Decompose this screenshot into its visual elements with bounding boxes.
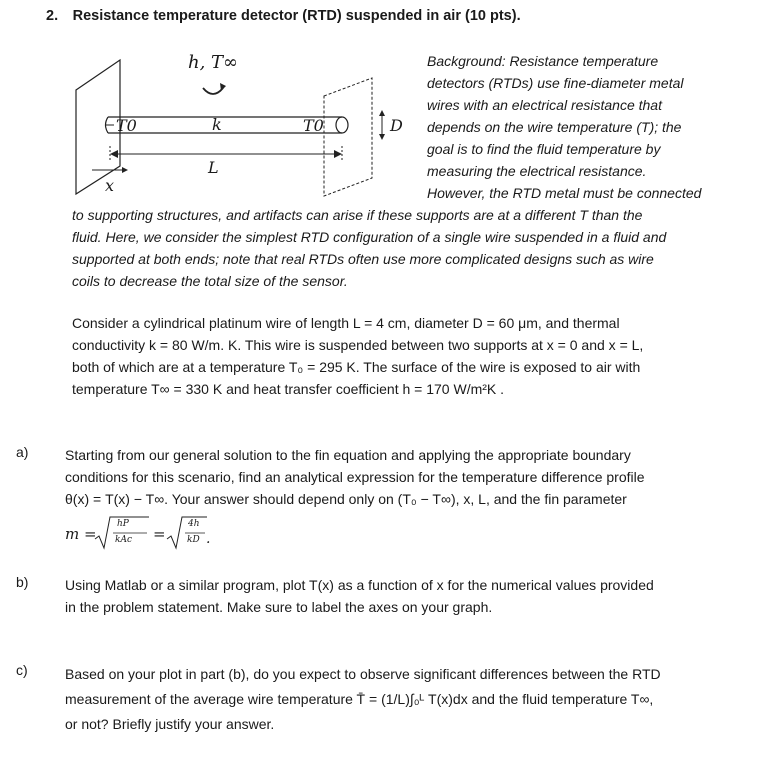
text-line: temperature T∞ = 330 K and heat transfer coefficient h = 170 W/m²K . bbox=[72, 381, 505, 397]
text-line: detectors (RTDs) use fine-diameter metal bbox=[427, 75, 684, 91]
text-line: or not? Briefly justify your answer. bbox=[65, 716, 275, 732]
frac1-denominator: kAc bbox=[115, 535, 132, 545]
background-intro bbox=[427, 50, 727, 204]
wire-right-end bbox=[336, 117, 348, 133]
diameter-arrowhead-top-icon bbox=[379, 110, 385, 116]
formula-m: m = bbox=[65, 525, 97, 543]
label-l: L bbox=[208, 158, 219, 177]
text-line: Starting from our general solution to the fin equation and applying the appropriate boundary bbox=[65, 447, 631, 463]
text-line: to supporting structures, and artifacts can arise if these supports are at a different T than the bbox=[72, 207, 643, 223]
text-line: conditions for this scenario, find an analytical expression for the temperature difference profile bbox=[65, 469, 645, 485]
formula-period: . bbox=[206, 531, 211, 547]
convection-arrow-icon bbox=[203, 88, 223, 94]
text-line: θ(x) = T(x) − T∞. Your answer should depend only on (T₀ − T∞), x, L, and the fin parameter bbox=[65, 491, 627, 507]
text-line: measurement of the average wire temperature T̄ = (1/L)∫₀ᴸ T(x)dx and the fluid temperature T∞, bbox=[65, 691, 654, 707]
formula-equals: = bbox=[153, 525, 166, 543]
sqrt-sign-icon bbox=[165, 515, 209, 551]
text-line: Consider a cylindrical platinum wire of length L = 4 cm, diameter D = 60 μm, and thermal bbox=[72, 315, 620, 331]
frac1-numerator: hP bbox=[117, 519, 129, 529]
label-h-tinf: h, T∞ bbox=[188, 52, 239, 73]
diameter-arrowhead-bottom-icon bbox=[379, 134, 385, 140]
text-line: conductivity k = 80 W/m. K. This wire is suspended between two supports at x = 0 and x = L, bbox=[72, 337, 644, 353]
text-line: fluid. Here, we consider the simplest RTD configuration of a single wire suspended in a fluid and bbox=[72, 229, 667, 245]
convection-arrowhead-icon bbox=[220, 83, 226, 91]
frac2-denominator: kD bbox=[187, 535, 200, 545]
text-line: However, the RTD metal must be connected bbox=[427, 185, 702, 201]
text-line: coils to decrease the total size of the sensor. bbox=[72, 273, 348, 289]
frac2-numerator: 4h bbox=[188, 519, 200, 529]
text-line: both of which are at a temperature T₀ = 295 K. The surface of the wire is exposed to air with bbox=[72, 359, 641, 375]
length-arrowhead-right-icon bbox=[334, 150, 342, 158]
label-t0-right: T0 bbox=[303, 116, 324, 135]
question-a-text bbox=[65, 444, 755, 510]
label-d: D bbox=[390, 116, 403, 135]
question-c-label: c) bbox=[16, 662, 28, 678]
label-k: k bbox=[212, 115, 222, 134]
text-line: supported at both ends; note that real RTDs often use more complicated designs such as wire bbox=[72, 251, 654, 267]
length-arrowhead-left-icon bbox=[110, 150, 118, 158]
label-x: x bbox=[105, 176, 115, 195]
text-line: wires with an electrical resistance that bbox=[427, 97, 662, 113]
right-support-wall bbox=[324, 78, 372, 196]
left-support-wall bbox=[76, 60, 120, 194]
problem-statement bbox=[72, 312, 752, 400]
problem-title: 2. Resistance temperature detector (RTD) suspended in air (10 pts). bbox=[46, 8, 521, 24]
text-line: goal is to find the fluid temperature by bbox=[427, 141, 661, 157]
label-t0-left: T0 bbox=[116, 116, 137, 135]
x-axis-arrowhead-icon bbox=[122, 167, 128, 173]
text-line: depends on the wire temperature (T); the bbox=[427, 119, 682, 135]
background-continued bbox=[72, 204, 752, 292]
text-line: measuring the electrical resistance. bbox=[427, 163, 647, 179]
question-c-text bbox=[65, 662, 755, 737]
question-b-label: b) bbox=[16, 574, 29, 590]
question-b-text bbox=[65, 574, 755, 618]
text-line: Using Matlab or a similar program, plot T(x) as a function of x for the numerical values provided bbox=[65, 577, 654, 593]
question-a-label: a) bbox=[16, 444, 29, 460]
text-line: Background: Resistance temperature bbox=[427, 53, 659, 69]
text-line: Based on your plot in part (b), do you expect to observe significant differences between the RTD bbox=[65, 666, 661, 682]
text-line: in the problem statement. Make sure to label the axes on your graph. bbox=[65, 599, 493, 615]
